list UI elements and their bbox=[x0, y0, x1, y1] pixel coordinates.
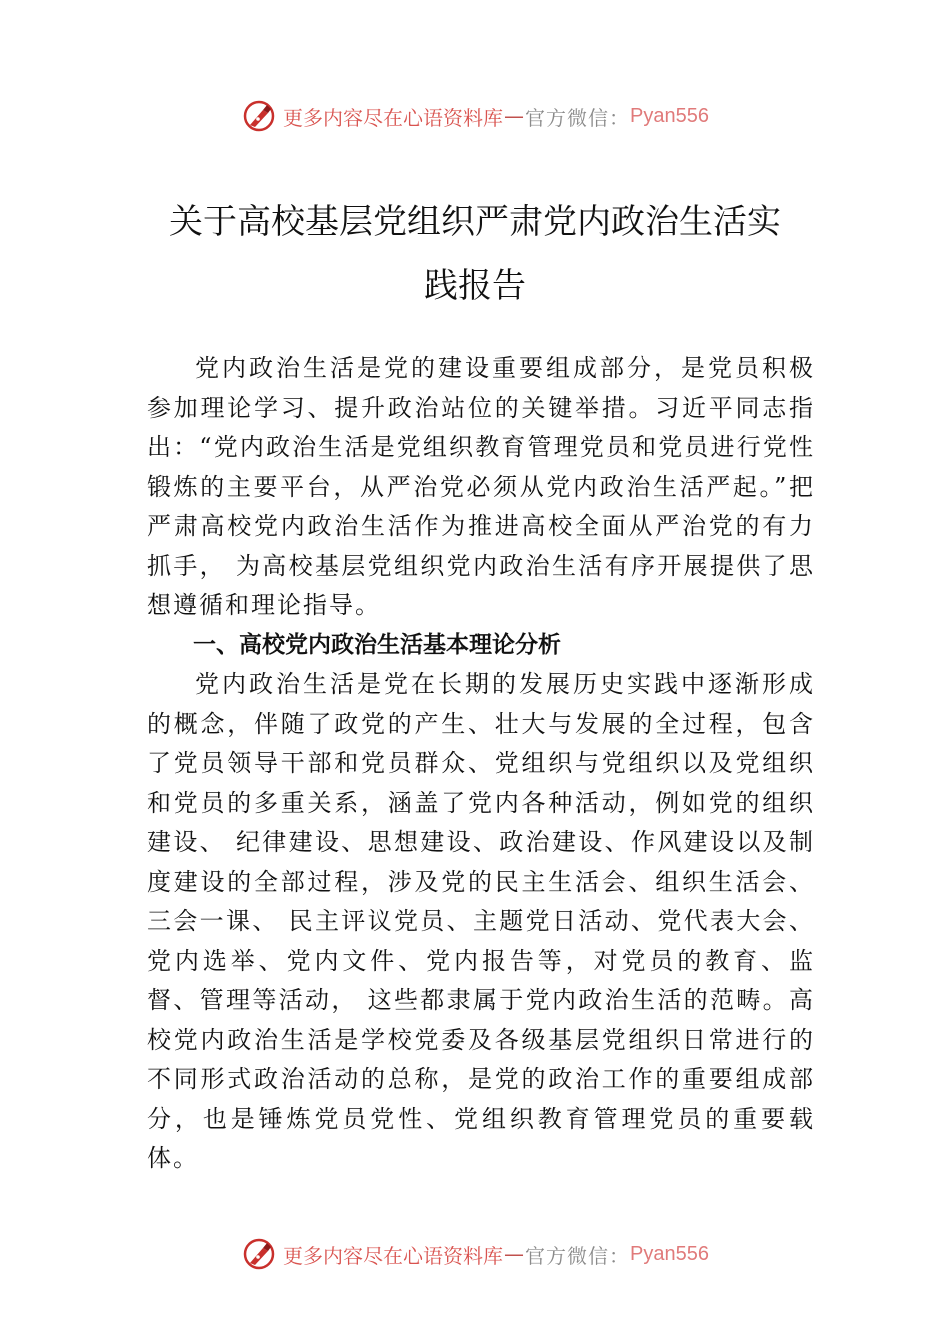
section-heading: 一、高校党内政治生活基本理论分析 bbox=[193, 631, 561, 658]
watermark-brand: 更多内容尽在心语资料库 bbox=[283, 105, 504, 130]
watermark-brand: 更多内容尽在心语资料库 bbox=[283, 1243, 504, 1268]
watermark-wechat-label: 官方微信： bbox=[525, 105, 631, 130]
watermark-dash: — bbox=[504, 1242, 525, 1266]
watermark-header bbox=[0, 94, 950, 138]
intro-paragraph: 党内政治生活是党的建设重要组成部分，是党员积极参加理论学习、提升政治站位的关键举措。习近平同志指出：“党内政治生活是党组织教育管理党员和党员进行党性锻炼的主要平台，从严治党必须从党内政治生活严起。”把严肃高校党内政治生活作为推进高校全面从严治党的有力抓手， 为高校基层党组织党内政治生活有序开展提供了思想遵循和理论指导。 bbox=[147, 354, 815, 619]
title-line-2: 践报告 bbox=[424, 266, 526, 306]
pen-nib-logo-icon bbox=[241, 98, 277, 134]
watermark-wechat-label: 官方微信： bbox=[525, 1243, 631, 1268]
document-body bbox=[147, 349, 815, 1179]
title-line-1: 关于高校基层党组织严肃党内政治生活实 bbox=[169, 202, 781, 242]
watermark-wechat-id: Pyan556 bbox=[630, 104, 709, 127]
pen-nib-logo-icon bbox=[241, 1236, 277, 1272]
watermark-footer bbox=[0, 1232, 950, 1276]
section-paragraph: 党内政治生活是党在长期的发展历史实践中逐渐形成的概念，伴随了政党的产生、壮大与发展的全过程，包含了党员领导干部和党员群众、党组织与党组织以及党组织和党员的多重关系，涵盖了党内各种活动，例如党的组织建设、 纪律建设、思想建设、政治建设、作风建设以及制度建设的全部过程，涉及党的民主生活会、组织生活会、三会一课、 民主评议党员、主题党日活动、党代表大会、党内选举、党内文件、党内报告等，对党员的教育、监督、管理等活动， 这些都隶属于党内政治生活的范畴。高校党内政治生活是学校党委及各级基层党组织日常进行的不同形式政治活动的总称，是党的政治工作的重要组成部分，也是锤炼党员党性、党组织教育管理党员的重要载体。 bbox=[147, 670, 815, 1172]
document-title bbox=[130, 190, 820, 318]
watermark-wechat-id: Pyan556 bbox=[630, 1242, 709, 1265]
watermark-dash: — bbox=[504, 104, 525, 128]
